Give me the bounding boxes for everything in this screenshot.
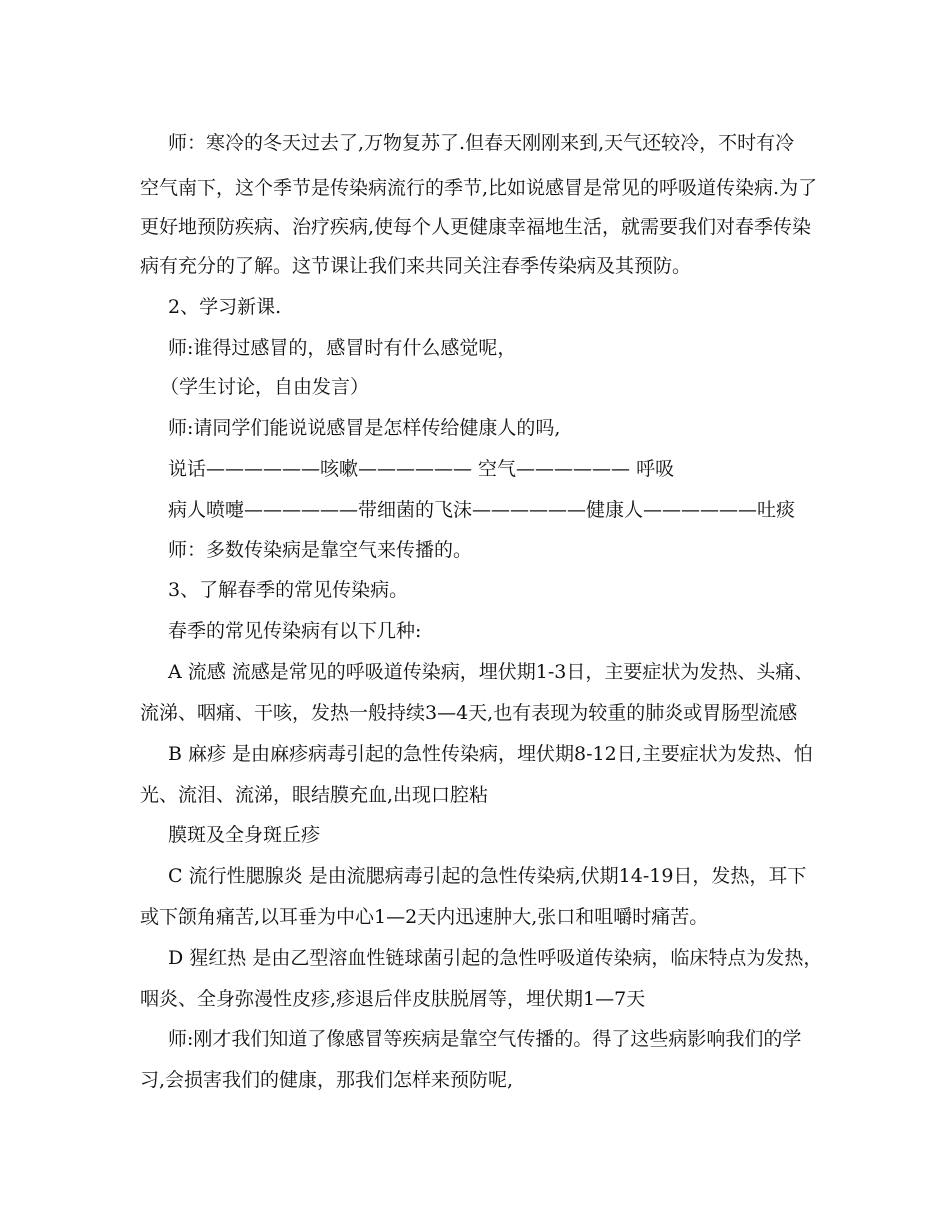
disease-item-d: D 猩红热 是由乙型溶血性链球菌引起的急性呼吸道传染病，临床特点为发热， [168,947,823,969]
paragraph-line: 春季的常见传染病有以下几种: [168,620,422,642]
paragraph-line: 更好地预防疾病、治疗疾病,使每个人更健康幸福地生活，就需要我们对春季传染 [140,216,812,238]
paragraph-line: 师：多数传染病是靠空气来传播的。 [168,539,473,561]
disease-item-b: B 麻疹 是由麻疹病毒引起的急性传染病，埋伏期8-12日,主要症状为发热、怕 [168,743,813,765]
transmission-chain-line: 说话——————咳嗽—————— 空气—————— 呼吸 [168,458,675,480]
paragraph-line: 师:请同学们能说说感冒是怎样传给健康人的吗, [168,417,561,439]
paragraph-line: 习,会损害我们的健康，那我们怎样来预防呢, [140,1069,514,1091]
paragraph-line: （学生讨论，自由发言） [160,376,370,398]
paragraph-line: 病有充分的了解。这节课让我们来共同关注春季传染病及其预防。 [140,255,692,277]
paragraph-line: 光、流泪、流涕，眼结膜充血,出现口腔粘 [140,784,489,806]
paragraph-line: 流涕、咽痛、干咳，发热一般持续3—4天,也有表现为较重的肺炎或胃肠型流感 [140,702,798,724]
section-heading: 3、了解春季的常见传染病。 [168,579,409,601]
disease-item-a: A 流感 流感是常见的呼吸道传染病，埋伏期1-3日，主要症状为发热、头痛、 [168,661,814,683]
disease-item-c: C 流行性腮腺炎 是由流腮病毒引起的急性传染病,伏期14-19日，发热，耳下 [168,865,807,887]
section-heading: 2、学习新课. [168,296,282,318]
paragraph-line: 咽炎、全身弥漫性皮疹,疹退后伴皮肤脱屑等，埋伏期1—7天 [140,988,646,1010]
paragraph-line: 师:刚才我们知道了像感冒等疾病是靠空气传播的。得了这些病影响我们的学 [168,1028,802,1050]
paragraph-line: 或下颌角痛苦,以耳垂为中心1—2天内迅速肿大,张口和咀嚼时痛苦。 [140,906,709,928]
transmission-chain-line: 病人喷嚏——————带细菌的飞沫——————健康人——————吐痰 [168,499,796,521]
paragraph-line: 师:谁得过感冒的，感冒时有什么感觉呢， [168,337,517,359]
paragraph-line: 空气南下，这个季节是传染病流行的季节,比如说感冒是常见的呼吸道传染病.为了 [140,177,818,199]
paragraph-line: 师：寒冷的冬天过去了,万物复苏了.但春天刚刚来到,天气还较冷，不时有冷 [168,132,795,154]
paragraph-line: 膜斑及全身斑丘疹 [168,824,321,846]
